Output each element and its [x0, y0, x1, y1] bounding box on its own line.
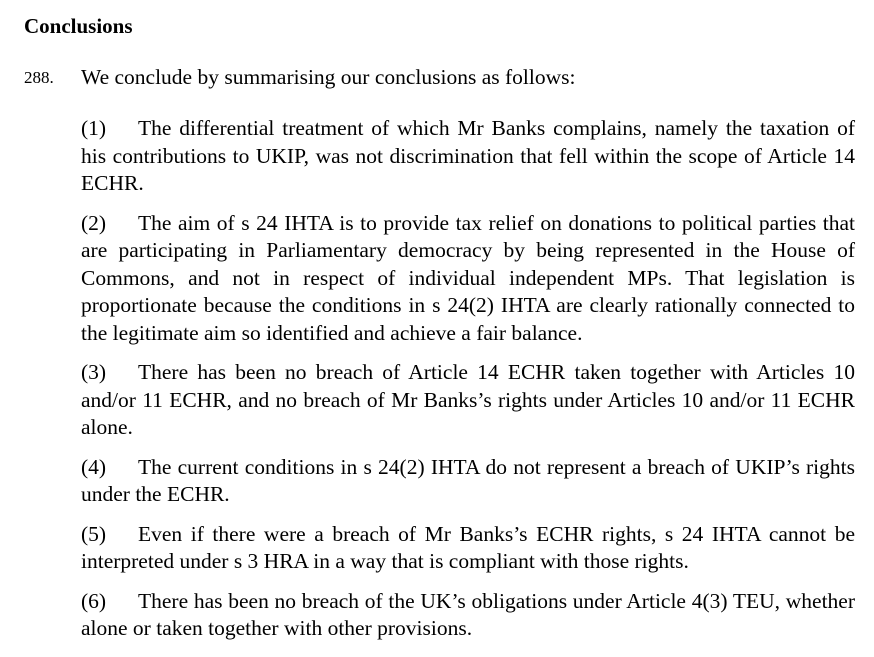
- conclusion-item: [81, 359, 855, 442]
- conclusions-list: [81, 115, 855, 655]
- conclusion-text: Even if there were a breach of Mr Banks’s ECHR rights, s 24 IHTA cannot be interpreted under s 3 HRA in a way that is compliant with those rights.: [81, 521, 855, 573]
- conclusion-item: [81, 115, 855, 198]
- conclusion-number: (1): [81, 116, 107, 140]
- conclusion-number: (2): [81, 210, 107, 235]
- paragraph-number: 288.: [24, 68, 54, 87]
- conclusion-number: (6): [81, 588, 107, 613]
- conclusion-item: [81, 454, 855, 509]
- conclusion-item: [81, 588, 855, 643]
- conclusion-number: (4): [81, 454, 107, 479]
- conclusion-text: There has been no breach of the UK’s obligations under Article 4(3) TEU, whether alone or taken together with other provisions.: [81, 588, 855, 640]
- conclusion-text: The current conditions in s 24(2) IHTA do not represent a breach of UKIP’s rights under the ECHR.: [81, 454, 855, 506]
- conclusion-text: There has been no breach of Article 14 ECHR taken together with Articles 10 and/or 11 ECHR, and no breach of Mr Banks’s rights under Articles 10 and/or 11 ECHR alone.: [81, 360, 855, 439]
- conclusion-text: The aim of s 24 IHTA is to provide tax relief on donations to political parties that are participating in Parliamentary democracy by being represented in the House of Commons, and not in respect of individual independent MPs. That legislation is proportionate because the conditions in s 24(2) IHTA are clearly rationally connected to the legitimate aim so identified and achieve a fair balance.: [81, 210, 855, 345]
- conclusion-number: (3): [81, 360, 107, 384]
- conclusion-item: [81, 521, 855, 576]
- conclusion-number: (5): [81, 521, 107, 546]
- paragraph-intro: We conclude by summarising our conclusions as follows:: [81, 65, 576, 89]
- section-heading: Conclusions: [24, 14, 133, 38]
- conclusion-text: The differential treatment of which Mr Banks complains, namely the taxation of his contributions to UKIP, was not discrimination that fell within the scope of Article 14 ECHR.: [81, 116, 855, 195]
- conclusion-item: [81, 210, 855, 348]
